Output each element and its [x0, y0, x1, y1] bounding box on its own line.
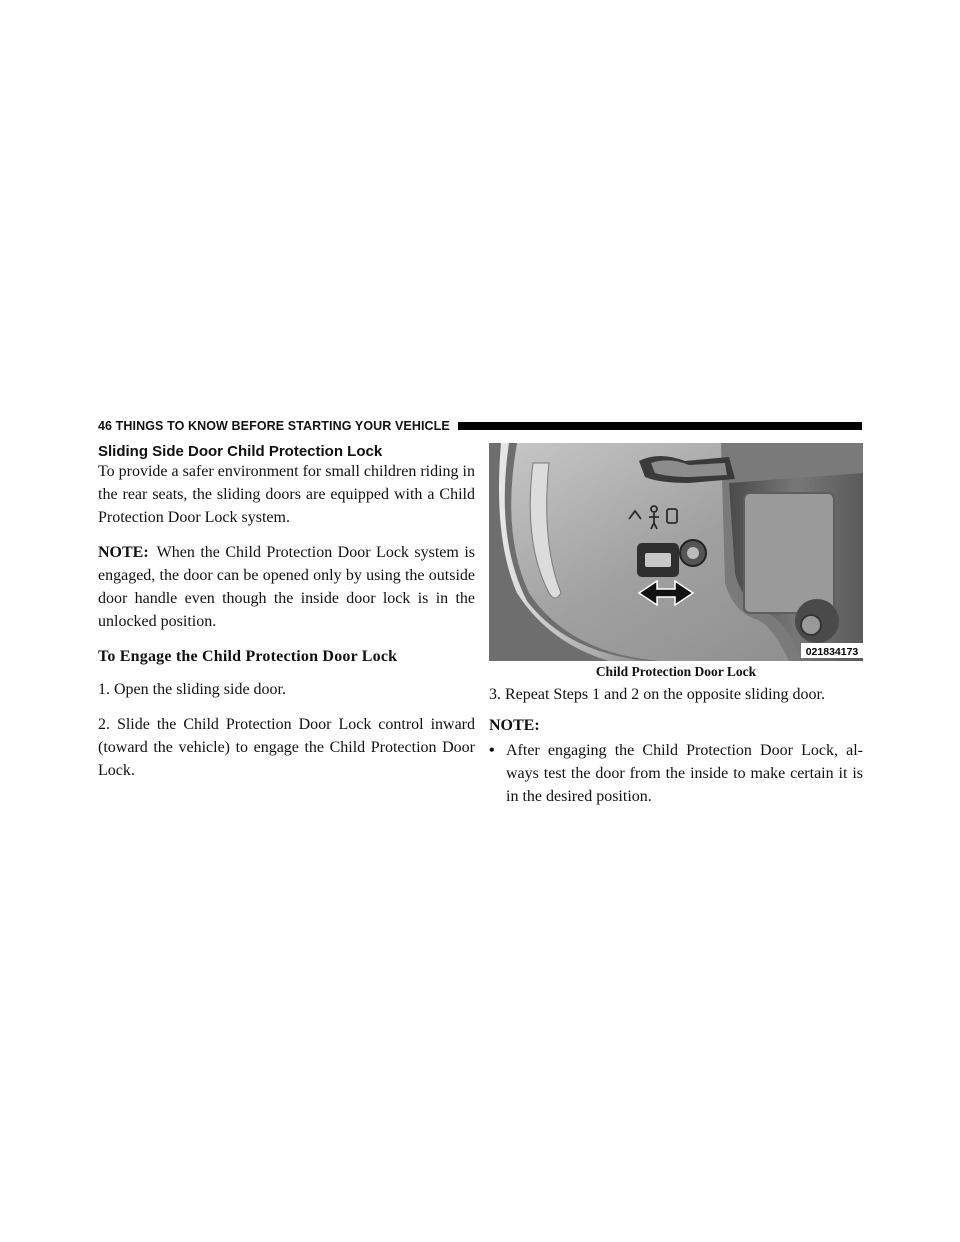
left-column	[98, 460, 475, 794]
child-lock-illustration	[489, 443, 863, 661]
header-rule	[458, 422, 862, 430]
section-title: Sliding Side Door Child Protection Lock	[98, 443, 383, 460]
step-1: 1. Open the sliding side door.	[98, 681, 286, 698]
note-label: NOTE:	[98, 544, 149, 561]
lock-control-lever	[645, 553, 671, 567]
step-3: 3. Repeat Steps 1 and 2 on the opposite sliding door.	[489, 686, 825, 703]
right-column	[489, 683, 863, 808]
note-paragraph	[98, 541, 475, 633]
page-header	[0, 419, 862, 433]
intro-paragraph: To provide a safer environment for small children riding in the rear seats, the sliding doors are equipped with a Child Protection Door Lock system.	[98, 463, 475, 526]
bullet-icon: •	[489, 742, 495, 759]
step-2: 2. Slide the Child Protection Door Lock control inward (toward the vehicle) to engage the Child Protection Door Lock.	[98, 716, 475, 779]
child-lock-figure	[489, 443, 863, 661]
figure-code: 021834173	[805, 646, 859, 658]
list-item	[489, 739, 863, 808]
note-text: When the Child Protection Door Lock system is engaged, the door can be opened only by using the outside door handle even though the inside door lock is in the unlocked position.	[98, 544, 475, 630]
engage-subheading: To Engage the Child Protection Door Lock	[98, 648, 398, 665]
figure-caption: Child Protection Door Lock	[595, 664, 757, 679]
page-header-text: 46 THINGS TO KNOW BEFORE STARTING YOUR VEHICLE	[98, 419, 450, 433]
bullet-text: After engaging the Child Protection Door Lock, al- ways test the door from the inside to make certain it is in the desired position.	[506, 742, 863, 805]
note-heading: NOTE:	[489, 717, 540, 734]
